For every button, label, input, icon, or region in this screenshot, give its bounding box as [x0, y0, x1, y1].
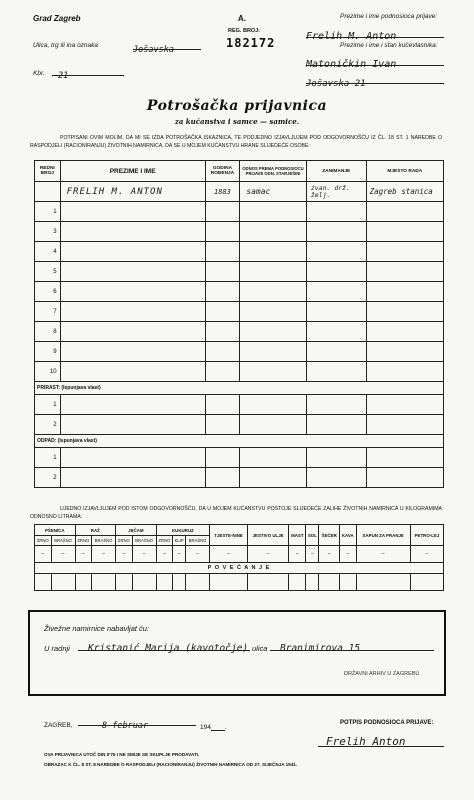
group-lard: MAST — [289, 525, 306, 546]
row-number: 2 — [35, 468, 61, 488]
col-relation: ODNOS PREMA PODNOSIOCU PRIJAVE ODN. STARJEŠINI — [240, 161, 307, 182]
table-row — [35, 448, 444, 468]
applicant-value: Frelih M. Anton — [306, 31, 397, 42]
row-number — [35, 182, 61, 202]
table-row — [35, 362, 444, 382]
group-sugar: ŠEĆER — [319, 525, 340, 546]
table-row — [35, 342, 444, 362]
house-number-value: 21 — [58, 71, 69, 81]
row-number: 1 — [35, 202, 61, 222]
prirast-section — [35, 382, 444, 395]
shop-prefix: U radnji — [44, 644, 70, 653]
group-rye: RAŽ — [75, 525, 116, 536]
supplies-table — [34, 524, 444, 591]
supplies-declaration: UJEDNO IZJAVLJUJEM POD ISTOM ODGOVORNOŠĆU, DA U MOJEM KUĆANSTVU POSTOJE SLIJEDEĆE ZALIHE ŽIVOTNIH NAMIRNICA U KILOGRAMIMA ODNOSNO LITRAMA: — [30, 506, 442, 520]
table-row — [35, 468, 444, 488]
regulation-note: OBRAZAC K ČL. 8 ST. 8 NAREDBE O RASPODJELI (RACIONIRANJU) ŽIVOTNIH NAMIRNICA OD 27. SIJEČNJA 1941. — [44, 762, 298, 767]
table-row — [35, 262, 444, 282]
table-row — [35, 415, 444, 435]
col-name: PREZIME I IME — [60, 161, 205, 182]
row-number: 9 — [35, 342, 61, 362]
row-number: 3 — [35, 222, 61, 242]
landlord-address-line — [306, 71, 444, 89]
row-number: 10 — [35, 362, 61, 382]
row-number: 2 — [35, 415, 61, 435]
table-row — [35, 182, 444, 202]
odpad-label: ODPAD: (Ispunjava vlast) — [35, 435, 444, 448]
row-relation: samac — [240, 182, 307, 202]
city-label: Grad Zagreb — [33, 14, 81, 23]
shop-line — [78, 636, 250, 654]
row-occupation: zvan. drž. želj. — [306, 182, 366, 202]
group-soap: SAPUN ZA PRANJE — [356, 525, 410, 546]
sub-flour: BRAŠNO — [92, 536, 116, 546]
sub-cob: KLIP — [173, 536, 186, 546]
sub-flour: BRAŠNO — [51, 536, 75, 546]
footer-year: 194 . — [200, 724, 227, 731]
row-number: 6 — [35, 282, 61, 302]
table-row — [35, 202, 444, 222]
shop-street-line — [270, 636, 434, 654]
col-ordinal: REDNI BROJ — [35, 161, 61, 182]
row-workplace: Zagreb stanica — [366, 182, 443, 202]
table-row — [35, 322, 444, 342]
price-note: OVA PRIJAVNICA UTOČ DIN 0'75 I NE SMIJE SE SKUPLJE PRODAVATI. — [44, 752, 200, 757]
landlord-name-line — [306, 52, 444, 70]
group-barley: JEČAM — [116, 525, 157, 536]
form-subtitle: za kućanstva i samce — samice. — [174, 117, 300, 126]
increase-label: P O V E Ć A N J E — [35, 563, 444, 574]
sub-grain: ZRNO — [116, 536, 133, 546]
group-corn: KUKURUZ — [156, 525, 210, 536]
table-row — [35, 282, 444, 302]
footer-date-line — [78, 713, 196, 731]
signature: Frelih Anton — [326, 735, 406, 748]
sub-grain: ZRNO — [156, 536, 173, 546]
col-birth-year: GODINA ROĐENJA — [205, 161, 240, 182]
row-number: 1 — [35, 448, 61, 468]
sub-flour: BRAŠNO — [186, 536, 210, 546]
footer-date: 8 februar — [102, 721, 149, 731]
members-table — [34, 160, 444, 488]
shop-street-value: Branimirova 15 — [280, 643, 361, 654]
footer-place: ZAGREB, — [44, 722, 73, 729]
supply-shop-box — [28, 610, 446, 696]
increase-values-row — [35, 574, 444, 591]
group-petroleum: PETRO-LEJ — [410, 525, 443, 546]
group-pasta: TJESTE-NINE — [210, 525, 248, 546]
reg-number-label: REG. BROJ: — [228, 28, 261, 34]
street-label: Ulica, trg ili ina oznaka — [33, 42, 99, 49]
archive-stamp: DRŽAVNI ARHIV U ZAGREBU — [344, 671, 420, 677]
supply-box-label: Živežne namirnice nabavljat ću: — [44, 624, 150, 633]
form-letter: A. — [238, 14, 246, 23]
prirast-label: PRIRAST: (Ispunjava vlast) — [35, 382, 444, 395]
row-number: 5 — [35, 262, 61, 282]
street-prefix: ulica — [252, 644, 268, 653]
group-coffee: KAVA — [340, 525, 356, 546]
group-oil: JESTIVO ULJE — [248, 525, 289, 546]
applicant-line — [306, 24, 444, 42]
shop-value: Kristanić Marija (kavotočje) — [88, 643, 249, 654]
landlord-label: Prezime i ime i stan kućevlasnika: — [340, 42, 438, 49]
members-table-header — [35, 161, 444, 182]
supplies-values-row: – – – – – – – – – – – – – – – – – — [35, 546, 444, 563]
group-salt: SOL — [306, 525, 319, 546]
sub-flour: BRAŠNO — [132, 536, 156, 546]
table-row — [35, 302, 444, 322]
street-value: Jošavska — [133, 45, 174, 55]
table-row — [35, 222, 444, 242]
landlord-name-value: Matoničkin Ivan — [306, 59, 397, 70]
row-number: 7 — [35, 302, 61, 322]
table-row — [35, 395, 444, 415]
landlord-address-value: Jošavska 21 — [306, 79, 366, 89]
increase-row — [35, 563, 444, 574]
reg-number: 182172 — [226, 36, 276, 50]
row-number: 8 — [35, 322, 61, 342]
form-title: Potrošačka prijavnica — [146, 98, 328, 114]
col-workplace: MJESTO RADA — [366, 161, 443, 182]
row-number: 4 — [35, 242, 61, 262]
house-number-line — [52, 63, 124, 81]
intro-declaration: POTPISANI OVIM MOLIM, DA MI SE IZDA POTROŠAČKA ISKAZNICA, TE PODJEDNO IZJAVLJUJEM POD ODGOVORNOŠĆU IZ ČL. 18 ST. 1 NAREDBE O RASPODJELI (RACIONIRANJU) ŽIVOTNIH NAMIRNICA, DA SE U MOJEM KUĆANSTVU HRANE SLIJEDEĆE OSOBE: — [30, 135, 442, 149]
row-name: FRELIH M. ANTON — [60, 182, 205, 202]
row-number: 1 — [35, 395, 61, 415]
sub-grain: ZRNO — [75, 536, 92, 546]
signature-label: POTPIS PODNOSIOCA PRIJAVE: — [340, 720, 434, 726]
odpad-section — [35, 435, 444, 448]
applicant-label: Prezime i ime podnosioca prijave: — [340, 13, 438, 20]
row-birth-year: 1883 — [205, 182, 240, 202]
street-line — [133, 37, 201, 55]
sub-grain: ZRNO — [35, 536, 52, 546]
house-number-label: Kbr. — [33, 70, 45, 77]
supplies-group-header — [35, 525, 444, 536]
group-wheat: PŠENICA — [35, 525, 76, 536]
col-occupation: ZANIMANJE — [306, 161, 366, 182]
table-row — [35, 242, 444, 262]
signature-line — [318, 730, 444, 747]
